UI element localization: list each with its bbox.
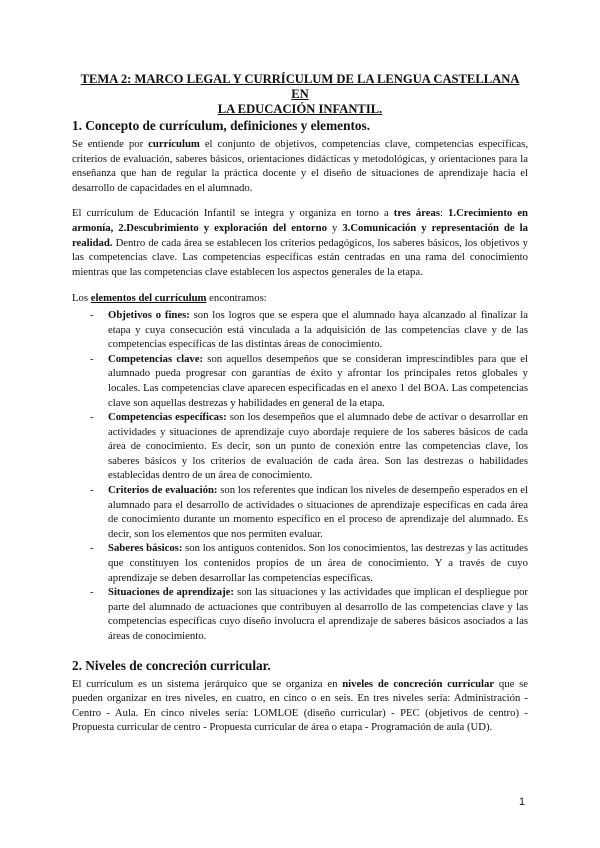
list-item-text: son aquellos desempeños que se consideran imprescindibles para que el alumnado pueda progresar con garantías de éxito y afrontar los principales retos globales y locales. Las competencias clave aparecen especificadas en el anexo 1 del BOA. Las competencias clave son aquellas destrezas y habilidades en general de la etapa.	[108, 352, 528, 409]
list-item-term: Competencias clave:	[108, 352, 204, 365]
page-content	[72, 72, 528, 735]
dash-bullet: -	[90, 542, 94, 555]
dash-bullet: -	[90, 308, 94, 321]
page-number: 1	[519, 796, 525, 808]
section-2-heading: 2. Niveles de concreción curricular.	[72, 657, 271, 673]
dash-bullet: -	[90, 411, 94, 424]
title-line-1: TEMA 2: MARCO LEGAL Y CURRÍCULUM DE LA LENGUA CASTELLANA EN	[80, 72, 520, 101]
bold-term: 1.Crecimiento en armonía, 2.Descubrimiento y exploración del entorno	[72, 207, 529, 234]
list-item	[72, 541, 528, 585]
bold-term: currículum	[148, 138, 200, 150]
list-item	[72, 410, 528, 483]
list-item-term: Criterios de evaluación:	[108, 484, 218, 497]
text-run: Los	[72, 292, 91, 305]
text-run: encontramos:	[206, 292, 267, 305]
dash-bullet: -	[90, 586, 94, 599]
list-item-term: Situaciones de aprendizaje:	[108, 586, 234, 599]
bold-term: 3.Comunicación y representación de la realidad.	[72, 221, 528, 249]
dash-bullet: -	[90, 352, 94, 365]
curriculum-definition-paragraph	[72, 137, 528, 195]
text-run: Dentro de cada área se establecen los criterios pedagógicos, los saberes básicos, los objetivos y las competencias clave. Las competencias específicas están centradas en una rama del conocimiento mientras que las competencias clave establecen los aspectos generales de la etapa.	[72, 236, 528, 278]
list-item-text: son las situaciones y las actividades que implican el despliegue por parte del alumnado de actuaciones que contribuyen al desarrollo de las competencias clave y las competencias específicas cuyo diseño involucra el aprendizaje de saberes básicos asociados a las áreas de conocimiento.	[108, 586, 528, 642]
list-item	[72, 483, 528, 541]
bold-term: niveles de concreción curricular	[342, 677, 495, 690]
title-line-2: LA EDUCACIÓN INFANTIL.	[217, 102, 383, 116]
list-item	[72, 352, 528, 410]
list-item-term: Saberes básicos:	[108, 542, 183, 555]
concretion-levels-paragraph	[72, 677, 528, 735]
bold-term: tres áreas	[393, 207, 440, 220]
list-item-text: son los logros que se espera que el alumnado haya alcanzado al finalizar la etapa y cuya consecución está vinculada a la adquisición de las competencias clave y de las competencias específicas de las distintas áreas de conocimiento.	[108, 308, 528, 351]
elements-lead-paragraph	[72, 291, 528, 306]
text-run: :	[440, 207, 449, 220]
text-run: El currículum es un sistema jerárquico que se organiza en	[72, 677, 343, 690]
dash-bullet: -	[90, 484, 94, 497]
text-run: y	[326, 221, 343, 234]
text-run: El currículum de Educación Infantil se integra y organiza en torno a	[72, 207, 394, 220]
list-item-term: Objetivos o fines:	[108, 308, 190, 321]
list-item-text: son los antiguos contenidos. Son los conocimientos, las destrezas y las actitudes que constituyen los contenidos propios de un área de conocimiento. Y a través de cuyo aprendizaje se deben desarrollar las competencias específicas.	[108, 542, 529, 584]
text-run: que se pueden organizar en tres niveles, en cuatro, en cinco o en seis. En tres niveles sería: Administración - Centro - Aula. En cinco niveles sería: LOMLOE (diseño curricular) - PEC (objetivos de centro) - Propuesta curricular de centro - Propuesta curricular de área o etapa - Programación de aula (UD).	[72, 677, 528, 734]
bold-term: elementos del currículum	[90, 292, 207, 305]
section-1-heading: 1. Concepto de currículum, definiciones y elementos.	[72, 118, 371, 133]
list-item-text: son los referentes que indican los niveles de desempeño esperados en el alumnado para el desarrollo de actividades o situaciones de aprendizaje específicas en cada área de conocimiento durante un momento específico en el proceso de aprendizaje del alumnado. Es decir, son los elementos que nos permiten evaluar.	[108, 484, 528, 540]
document-title	[72, 72, 528, 117]
list-item	[72, 308, 528, 352]
list-item-text: son los desempeños que el alumnado debe de activar o desarrollar en actividades y situaciones de aprendizaje cuyo abordaje requiere de los saberes básicos de cada área de conocimiento. Es decir, son un punto de conexión entre las competencias clave, los saberes básicos y los criterios de evaluación de cada área. Son las destrezas o habilidades establecidas dentro de un área de conocimiento.	[108, 411, 528, 482]
text-run: el conjunto de objetivos, competencias clave, competencias específicas, criterios de evaluación, saberes básicos, orientaciones didácticas y metodológicas, y orientaciones para la enseñanza que han de regular la práctica docente y el diseño de situaciones de aprendizaje hacia el desarrollo de capacidades en el alumnado.	[72, 138, 528, 194]
list-item-term: Competencias específicas:	[108, 411, 227, 424]
list-item	[72, 585, 528, 643]
text-run: Se entiende por	[72, 138, 149, 150]
elements-list	[72, 308, 528, 644]
areas-paragraph	[72, 206, 528, 279]
